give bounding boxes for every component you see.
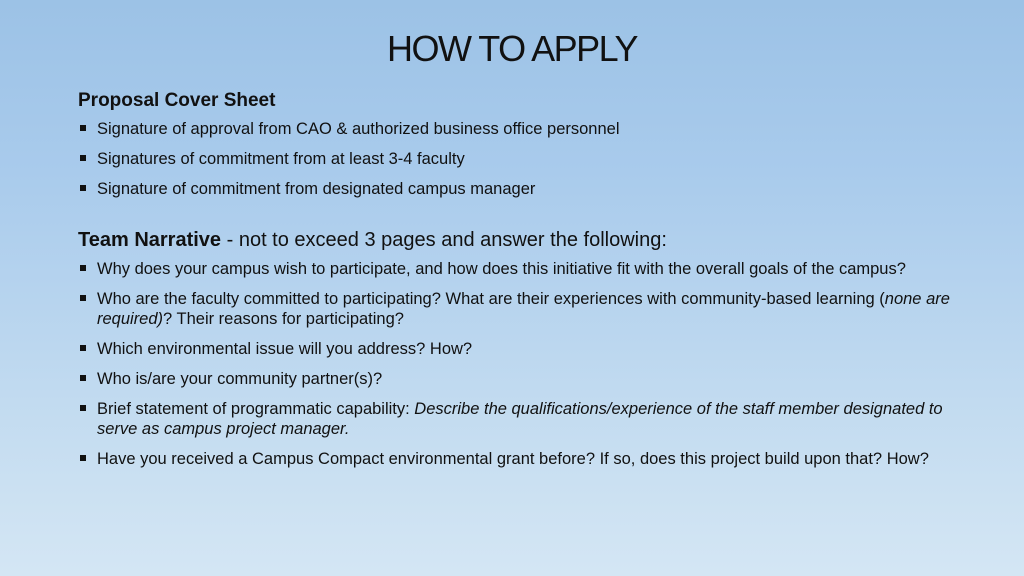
list-item-text: Who is/are your community partner(s)? — [97, 370, 383, 388]
team-narrative-subtitle: - not to exceed 3 pages and answer the following: — [221, 229, 667, 251]
square-bullet-icon — [80, 125, 86, 131]
slide-title: HOW TO APPLY — [386, 28, 638, 69]
list-item-text: ? Their reasons for participating? — [163, 310, 404, 328]
square-bullet-icon — [80, 375, 86, 381]
list-item-text: Which environmental issue will you address? How? — [97, 340, 473, 358]
list-item — [78, 449, 978, 469]
list-item-text: Who are the faculty committed to participating? What are their experiences with community-based learning ( — [97, 290, 885, 308]
list-item-text: Why does your campus wish to participate, and how does this initiative fit with the overall goals of the campus? — [97, 260, 906, 278]
cover-sheet-heading: Proposal Cover Sheet — [78, 90, 276, 111]
team-narrative-heading — [78, 227, 978, 253]
square-bullet-icon — [80, 155, 86, 161]
list-item-text: Signature of approval from CAO & authorized business office personnel — [97, 120, 620, 138]
list-item-text: Have you received a Campus Compact environmental grant before? If so, does this project build upon that? How? — [97, 450, 929, 468]
square-bullet-icon — [80, 185, 86, 191]
team-narrative-list — [78, 259, 978, 469]
team-narrative-title: Team Narrative — [78, 229, 222, 251]
cover-sheet-list — [78, 119, 978, 199]
list-item — [78, 119, 978, 139]
list-item — [78, 399, 978, 439]
square-bullet-icon — [80, 265, 86, 271]
square-bullet-icon — [80, 405, 86, 411]
list-item — [78, 289, 978, 329]
square-bullet-icon — [80, 455, 86, 461]
slide-content — [78, 89, 978, 479]
square-bullet-icon — [80, 345, 86, 351]
list-item-text: Brief statement of programmatic capability: — [97, 400, 415, 418]
list-item — [78, 259, 978, 279]
square-bullet-icon — [80, 295, 86, 301]
list-item-emphasis: none are required) — [97, 290, 950, 328]
list-item — [78, 339, 978, 359]
list-item-text: Signatures of commitment from at least 3-4 faculty — [97, 150, 465, 168]
list-item — [78, 149, 978, 169]
list-item-emphasis: Describe the qualifications/experience of the staff member designated to serve as campus project manager. — [97, 400, 943, 438]
list-item — [78, 369, 978, 389]
list-item — [78, 179, 978, 199]
list-item-text: Signature of commitment from designated campus manager — [97, 180, 536, 198]
